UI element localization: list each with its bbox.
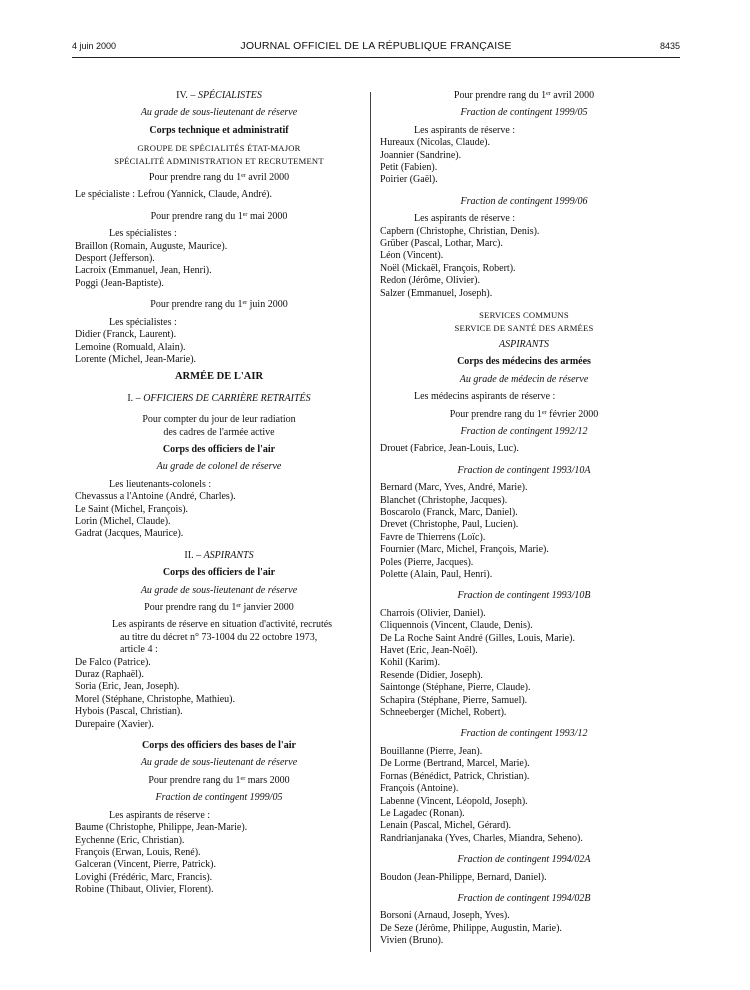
column-divider [370,92,371,952]
list-item: Fournier (Marc, Michel, François, Marie). [380,544,549,556]
fraction-heading: Fraction de contingent 1993/10A [457,464,591,476]
list-item: Petit (Fabien). [380,162,438,174]
list-item: De Seze (Jérôme, Philippe, Augustin, Marie). [380,922,562,934]
list-item: Baume (Christophe, Philippe, Jean-Marie). [75,822,248,834]
list-item: Lacroix (Emmanuel, Jean, Henri). [75,265,212,277]
list-label: Les spécialistes : [109,316,177,328]
list-item: Saintonge (Stéphane, Pierre, Claude). [380,682,531,694]
list-item: Le Lagadec (Ronan). [380,807,465,819]
list-item: Havet (Eric, Jean-Noël). [380,645,478,657]
corps-heading: Corps des officiers de l'air [162,567,276,579]
name-list-9310a [380,482,668,581]
section-title-specialistes: IV. – SPÉCIALISTES [176,90,262,101]
list-item: Poirier (Gaël). [380,174,438,186]
list-item: Salzer (Emmanuel, Joseph). [380,287,493,299]
list-item: Schneeberger (Michel, Robert). [380,707,507,719]
name-list-january [75,657,363,731]
right-column [380,90,668,948]
group-heading: GROUPE DE SPÉCIALITÉS ÉTAT-MAJOR [137,143,301,154]
list-item: De Falco (Patrice). [75,656,151,668]
corps-heading: Corps des officiers de l'air [162,443,276,455]
list-item: Eychenne (Eric, Christian). [75,834,185,846]
grade-heading: Au grade de sous-lieutenant de réserve [140,584,298,596]
list-item: François (Erwan, Louis, René). [75,846,201,858]
armee-heading: ARMÉE DE L'AIR [174,371,264,383]
list-item: Hybois (Pascal, Christian). [75,706,183,718]
fraction-heading: Fraction de contingent 1994/02B [457,892,591,904]
specialist-lefrou: Le spécialiste : Lefrou (Yannick, Claude, André). [75,189,272,201]
list-label: Les aspirants de réserve : [414,213,516,225]
list-item: Léon (Vincent). [380,250,444,262]
compter-line-2: des cadres de l'armée active [163,426,275,438]
list-item: Chevassus a l'Antoine (André, Charles). [75,491,236,503]
fraction-heading: Fraction de contingent 1993/12 [460,728,588,740]
grade-heading: Au grade de sous-lieutenant de réserve [140,107,298,119]
journal-title: JOURNAL OFFICIEL DE LA RÉPUBLIQUE FRANÇAISE [240,40,512,52]
list-item: Labenne (Vincent, Léopold, Joseph). [380,795,528,807]
page-number: 8435 [659,41,680,51]
name-list-may [75,241,363,291]
list-item: Capbern (Christophe, Christian, Denis). [380,225,540,237]
list-item: Charrois (Olivier, Daniel). [380,607,486,619]
list-item: Cliquennois (Vincent, Claude, Denis). [380,620,533,632]
list-item: Boudon (Jean-Philippe, Bernard, Daniel). [380,871,547,883]
services-heading: SERVICES COMMUNS [479,310,569,321]
grade-heading: Au grade de sous-lieutenant de réserve [140,757,298,769]
rank-date-april: Pour prendre rang du 1er avril 2000 [453,90,595,101]
rank-date-january: Pour prendre rang du 1er janvier 2000 [144,602,294,613]
list-item: Lovighi (Frédéric, Marc, Francis). [75,871,213,883]
list-item: De La Roche Saint André (Gilles, Louis, Marie). [380,632,575,644]
rank-date-february: Pour prendre rang du 1er février 2000 [449,408,599,420]
name-list-march [75,822,363,896]
corps-heading: Corps technique et administratif [149,124,289,136]
rank-date-may: Pour prendre rang du 1er mai 2000 [150,210,288,222]
list-item: Lemoine (Romuald, Alain). [75,341,186,353]
header-rule [72,57,680,58]
name-list-9402b [380,910,668,947]
page-header [72,40,680,54]
list-item: Kohil (Karim). [380,657,440,669]
section-title-retraites: I. – OFFICIERS DE CARRIÈRE RETRAITÉS [127,392,311,404]
name-list-9310b [380,608,668,720]
list-item: De Lorme (Bertrand, Marcel, Marie). [380,758,530,770]
list-item: Favre de Thierrens (Loïc). [380,531,486,543]
left-column [75,90,363,897]
fraction-heading: Fraction de contingent 1999/05 [155,792,283,804]
name-list-9212 [380,443,668,455]
list-item: Galceran (Vincent, Pierre, Patrick). [75,859,217,871]
list-item: Bouillanne (Pierre, Jean). [380,745,483,757]
rank-date-march: Pour prendre rang du 1er mars 2000 [148,774,290,786]
list-item: François (Antoine). [380,783,459,795]
fraction-heading: Fraction de contingent 1992/12 [460,425,588,437]
aspirants-heading: ASPIRANTS [499,338,549,350]
list-item: Poggi (Jean-Baptiste). [75,277,164,289]
name-list-9402a [380,872,668,884]
fraction-heading: Fraction de contingent 1999/06 [460,195,588,207]
list-item: Soria (Eric, Jean, Joseph). [75,681,180,693]
list-item: Drevet (Christophe, Paul, Lucien). [380,519,519,531]
list-item: Boscarolo (Franck, Marc, Daniel). [380,506,518,518]
list-item: Gadrat (Jacques, Maurice). [75,528,184,540]
list-item: Redon (Jérôme, Olivier). [380,275,480,287]
speciality-heading: SPÉCIALITÉ ADMINISTRATION ET RECRUTEMENT [114,155,324,166]
list-item: Duraz (Raphaël). [75,669,144,681]
list-item: Didier (Franck, Laurent). [75,329,177,341]
name-list-9905 [380,137,668,187]
list-label: Les lieutenants-colonels : [109,478,212,490]
rank-date-april: Pour prendre rang du 1er avril 2000 [148,172,290,184]
list-item: Blanchet (Christophe, Jacques). [380,494,508,506]
fraction-heading: Fraction de contingent 1993/10B [457,590,591,602]
name-list-9906 [380,226,668,300]
list-label: Les spécialistes : [109,228,177,240]
list-item: Schapira (Stéphane, Pierre, Samuel). [380,694,528,706]
section-title-aspirants: II. – ASPIRANTS [184,549,254,561]
name-list-june [75,329,363,366]
list-item: Drouet (Fabrice, Jean-Louis, Luc). [380,443,519,455]
list-item: Durepaire (Xavier). [75,718,154,730]
grade-heading: Au grade de colonel de réserve [156,461,282,473]
list-item: Lenain (Pascal, Michel, Gérard). [380,820,512,832]
list-item: Randrianjanaka (Yves, Charles, Miandra, Seheno). [380,832,583,844]
list-item: Desport (Jefferson). [75,253,155,265]
issue-date: 4 juin 2000 [72,41,117,51]
list-item: Morel (Stéphane, Christophe, Mathieu). [75,693,235,705]
list-label: Les aspirants de réserve : [109,809,211,821]
list-item: Lorin (Michel, Claude). [75,515,171,527]
fraction-heading: Fraction de contingent 1999/05 [460,107,588,119]
list-item: Borsoni (Arnaud, Joseph, Yves). [380,910,510,922]
list-label: Les médecins aspirants de réserve : [414,391,556,403]
list-item: Fornas (Bénédict, Patrick, Christian). [380,770,530,782]
list-item: Le Saint (Michel, François). [75,503,189,515]
list-item: Noël (Mickaël, François, Robert). [380,262,516,274]
list-item: Resende (Didier, Joseph). [380,669,483,681]
name-list-9312 [380,746,668,845]
list-item: Polette (Alain, Paul, Henri). [380,569,493,580]
list-item: Poles (Pierre, Jacques). [380,556,474,568]
grade-heading: Au grade de médecin de réserve [459,373,589,385]
activite-paragraph: Les aspirants de réserve en situation d'activité, recrutés au titre du décret n° 73-1004 du 22 octobre 1973, article 4 : [112,619,333,656]
name-list-colonels [75,491,363,541]
compter-line-1: Pour compter du jour de leur radiation [142,414,296,426]
rank-date-june: Pour prendre rang du 1er juin 2000 [150,299,288,311]
service-sante-heading: SERVICE DE SANTÉ DES ARMÉES [454,322,594,333]
fraction-heading: Fraction de contingent 1994/02A [457,854,591,866]
list-label: Les aspirants de réserve : [414,124,516,136]
list-item: Vivien (Bruno). [380,935,444,947]
corps-heading: Corps des officiers des bases de l'air [142,740,296,752]
list-item: Hureaux (Nicolas, Claude). [380,137,490,149]
list-item: Grüber (Pascal, Lothar, Marc). [380,238,503,250]
list-item: Robine (Thibaut, Olivier, Florent). [75,884,214,896]
list-item: Bernard (Marc, Yves, André, Marie). [380,482,528,494]
list-item: Lorente (Michel, Jean-Marie). [75,353,197,365]
corps-heading: Corps des médecins des armées [457,356,591,368]
list-item: Braillon (Romain, Auguste, Maurice). [75,240,228,252]
list-item: Joannier (Sandrine). [380,149,462,161]
